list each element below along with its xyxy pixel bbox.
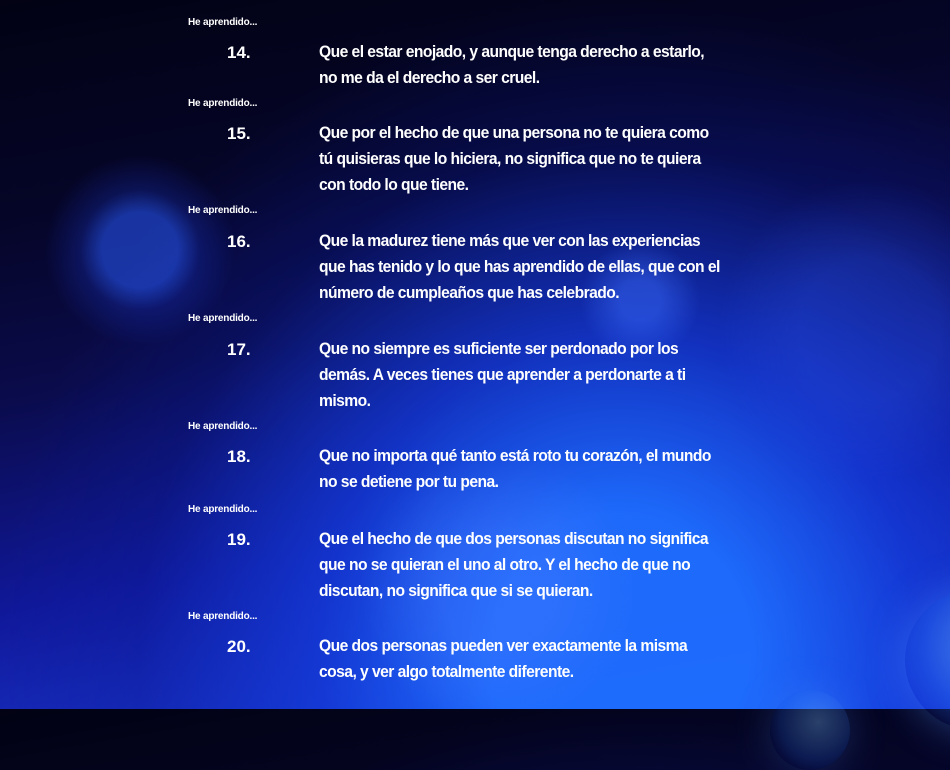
entry-text-line: mismo. — [319, 391, 371, 410]
entry-text — [319, 228, 751, 306]
entry-text-line: tú quisieras que lo hiciera, no significa que no te quiera — [319, 149, 701, 168]
entry-text-line: discutan, no significa que si se quieran. — [319, 581, 593, 600]
entry-text — [319, 120, 751, 198]
entry-number: 19. — [227, 530, 251, 549]
entry-header: He aprendido... — [188, 17, 258, 28]
entry-text-line: Que por el hecho de que una persona no te quiera como — [319, 123, 709, 142]
entry-text-line: cosa, y ver algo totalmente diferente. — [319, 662, 574, 681]
entry-text-line: Que la madurez tiene más que ver con las experiencias — [319, 231, 701, 250]
entry-text-line: que no se quieran el uno al otro. Y el hecho de que no — [319, 555, 691, 574]
decorative-bubble — [770, 690, 850, 770]
entry-text — [319, 633, 751, 685]
decorative-bubble — [905, 590, 950, 730]
entry-text-line: Que no importa qué tanto está roto tu corazón, el mundo — [319, 446, 711, 465]
entry-number: 20. — [227, 637, 251, 656]
entry-number: 16. — [227, 232, 251, 251]
entry-text-line: Que no siempre es suficiente ser perdonado por los — [319, 339, 679, 358]
entry-text-line: no se detiene por tu pena. — [319, 472, 499, 491]
entry-text-line: número de cumpleaños que has celebrado. — [319, 283, 620, 302]
entry-number: 18. — [227, 447, 251, 466]
entry-header: He aprendido... — [188, 313, 258, 324]
entry-text-line: Que el estar enojado, y aunque tenga derecho a estarlo, — [319, 42, 705, 61]
entry-header: He aprendido... — [188, 611, 258, 622]
entry-text — [319, 39, 751, 91]
entry-text — [319, 526, 751, 604]
entry-text — [319, 443, 751, 495]
entry-header: He aprendido... — [188, 205, 258, 216]
entry-number: 17. — [227, 340, 251, 359]
entry-number: 14. — [227, 43, 251, 62]
entry-text-line: que has tenido y lo que has aprendido de ellas, que con el — [319, 257, 720, 276]
entry-header: He aprendido... — [188, 504, 258, 515]
entry-number: 15. — [227, 124, 251, 143]
entry-text-line: no me da el derecho a ser cruel. — [319, 68, 540, 87]
entry-text-line: con todo lo que tiene. — [319, 175, 469, 194]
entry-header: He aprendido... — [188, 421, 258, 432]
entry-text — [319, 336, 751, 414]
entry-text-line: Que dos personas pueden ver exactamente la misma — [319, 636, 688, 655]
entry-text-line: Que el hecho de que dos personas discutan no significa — [319, 529, 709, 548]
entry-text-line: demás. A veces tienes que aprender a perdonarte a ti — [319, 365, 686, 384]
entry-header: He aprendido... — [188, 98, 258, 109]
